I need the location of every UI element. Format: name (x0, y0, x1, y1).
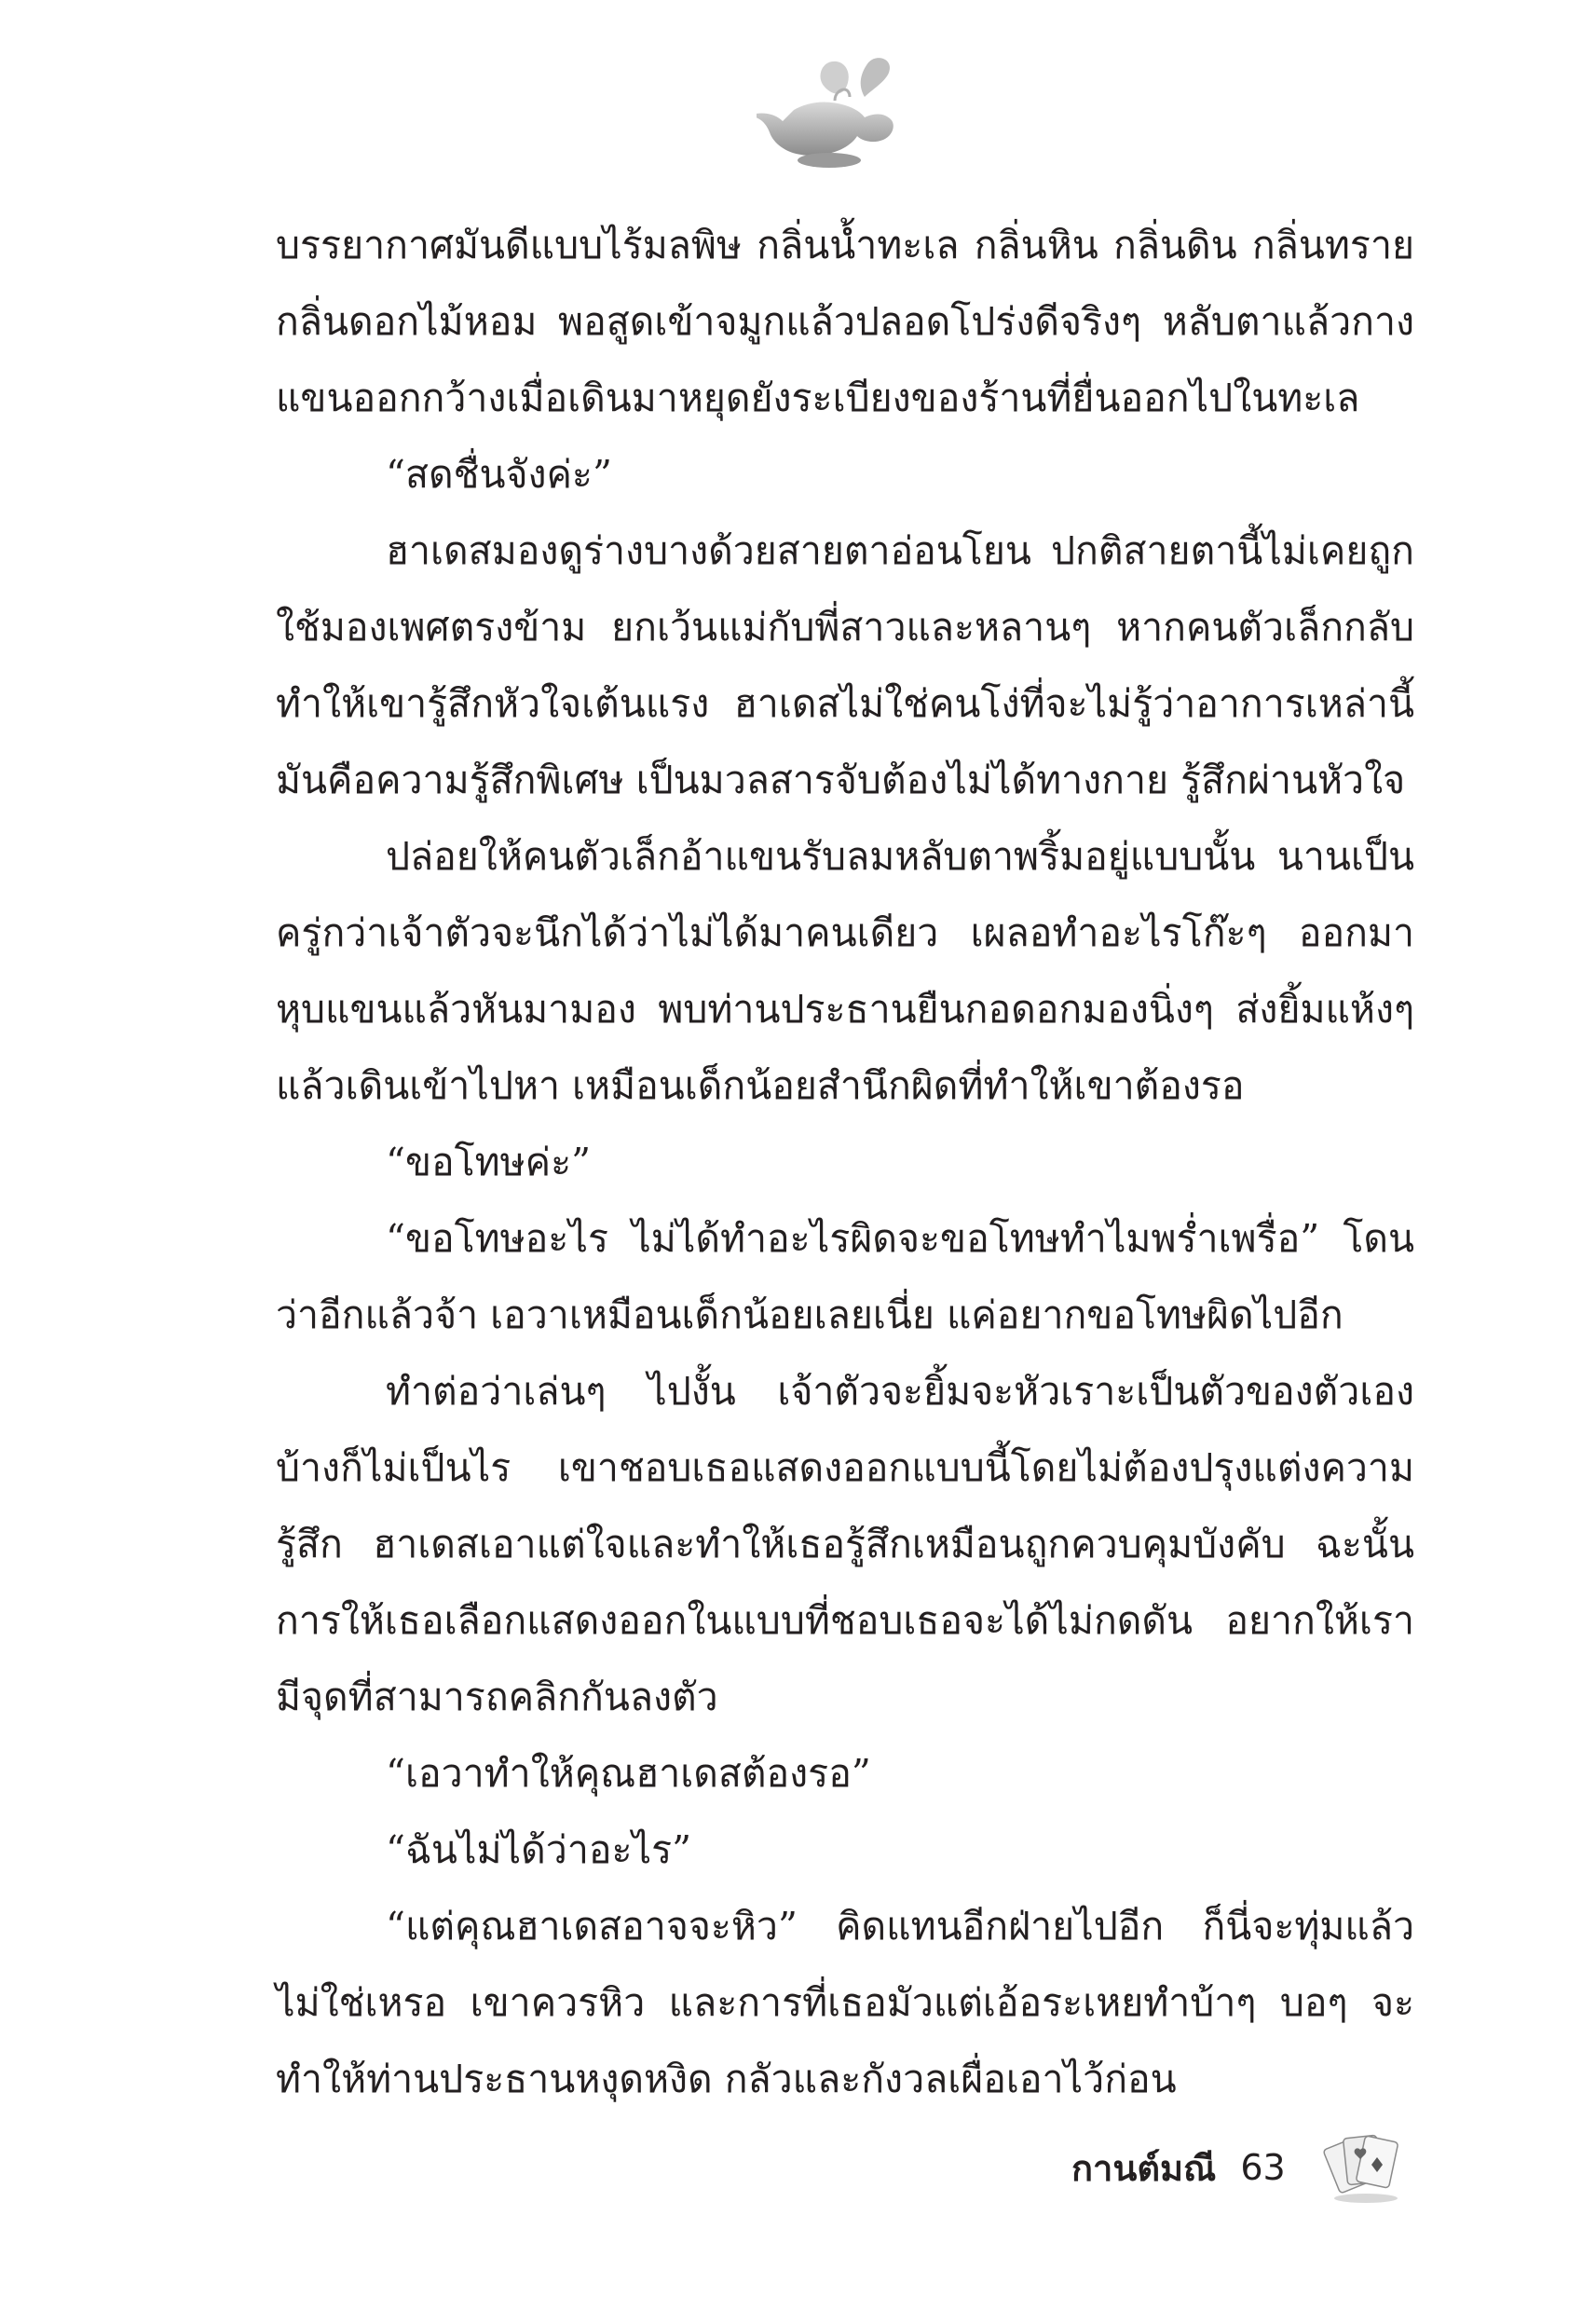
page-number: 63 (1240, 2147, 1286, 2188)
author-name: กานต์มณี (1071, 2147, 1217, 2189)
dialogue-line: “ขอโทษค่ะ” (386, 1140, 592, 1184)
paragraph: ปล่อยให้คนตัวเล็กอ้าแขนรับลมหลับตาพริ้มอยู่แบบนั้น นานเป็นครู่กว่าเจ้าตัวจะนึกได้ว่าไม่ได้มาคนเดียว เผลอทำอะไรโก๊ะๆ ออกมา หุบแขนแล้วหันมามอง พบท่านประธานยืนกอดอกมองนิ่งๆ ส่งยิ้มแห้งๆ แล้วเดินเข้าไปหา เหมือนเด็กน้อยสำนึกผิดที่ทำให้เขาต้องรอ (276, 834, 1414, 1108)
paragraph: ทำต่อว่าเล่นๆ ไปงั้น เจ้าตัวจะยิ้มจะหัวเราะเป็นตัวของตัวเองบ้างก็ไม่เป็นไร เขาชอบเธอแสดงออกแบบนี้โดยไม่ต้องปรุงแต่งความรู้สึก ฮาเดสเอาแต่ใจและทำให้เธอรู้สึกเหมือนถูกควบคุมบังคับ ฉะนั้นการให้เธอเลือกแสดงออกในแบบที่ชอบเธอจะได้ไม่กดดัน อยากให้เรามีจุดที่สามารถคลิกกันลงตัว (276, 1369, 1414, 1719)
page-footer (1071, 2140, 1409, 2195)
dialogue-line: “สดชื่นจังค่ะ” (386, 452, 612, 497)
paragraph: “แต่คุณฮาเดสอาจจะหิว” คิดแทนอีกฝ่ายไปอีก ก็นี่จะทุ่มแล้วไม่ใช่เหรอ เขาควรหิว และการที่เธอมัวแต่เอ้อระเหยทำบ้าๆ บอๆ จะทำให้ท่านประธานหงุดหงิด กลัวและกังวลเผื่อเอาไว้ก่อน (276, 1904, 1414, 2101)
dialogue-line: “เอวาทำให้คุณฮาเดสต้องรอ” (386, 1751, 871, 1796)
magic-lamp-with-heart-icon (757, 48, 915, 188)
story-body (276, 207, 1414, 2117)
paragraph: ฮาเดสมองดูร่างบางด้วยสายตาอ่อนโยน ปกติสายตานี้ไม่เคยถูกใช้มองเพศตรงข้าม ยกเว้นแม่กับพี่สาวและหลานๆ หากคนตัวเล็กกลับทำให้เขารู้สึกหัวใจเต้นแรง ฮาเดสไม่ใช่คนโง่ที่จะไม่รู้ว่าอาการเหล่านี้มันคือความรู้สึกพิเศษ เป็นมวลสารจับต้องไม่ได้ทางกาย รู้สึกผ่านหัวใจ (276, 528, 1414, 802)
playing-cards-icon (1323, 2129, 1409, 2206)
paragraph: “ขอโทษอะไร ไม่ได้ทำอะไรผิดจะขอโทษทำไมพร่ำเพรื่อ” โดนว่าอีกแล้วจ้า เอวาเหมือนเด็กน้อยเลยเนี่ย แค่อยากขอโทษผิดไปอีก (276, 1216, 1414, 1337)
paragraph: บรรยากาศมันดีแบบไร้มลพิษ กลิ่นน้ำทะเล กลิ่นหิน กลิ่นดิน กลิ่นทราย กลิ่นดอกไม้หอม พอสูดเข้าจมูกแล้วปลอดโปร่งดีจริงๆ หลับตาแล้วกางแขนออกกว้างเมื่อเดินมาหยุดยังระเบียงของร้านที่ยื่นออกไปในทะเล (276, 223, 1414, 420)
dialogue-line: “ฉันไม่ได้ว่าอะไร” (386, 1827, 692, 1872)
